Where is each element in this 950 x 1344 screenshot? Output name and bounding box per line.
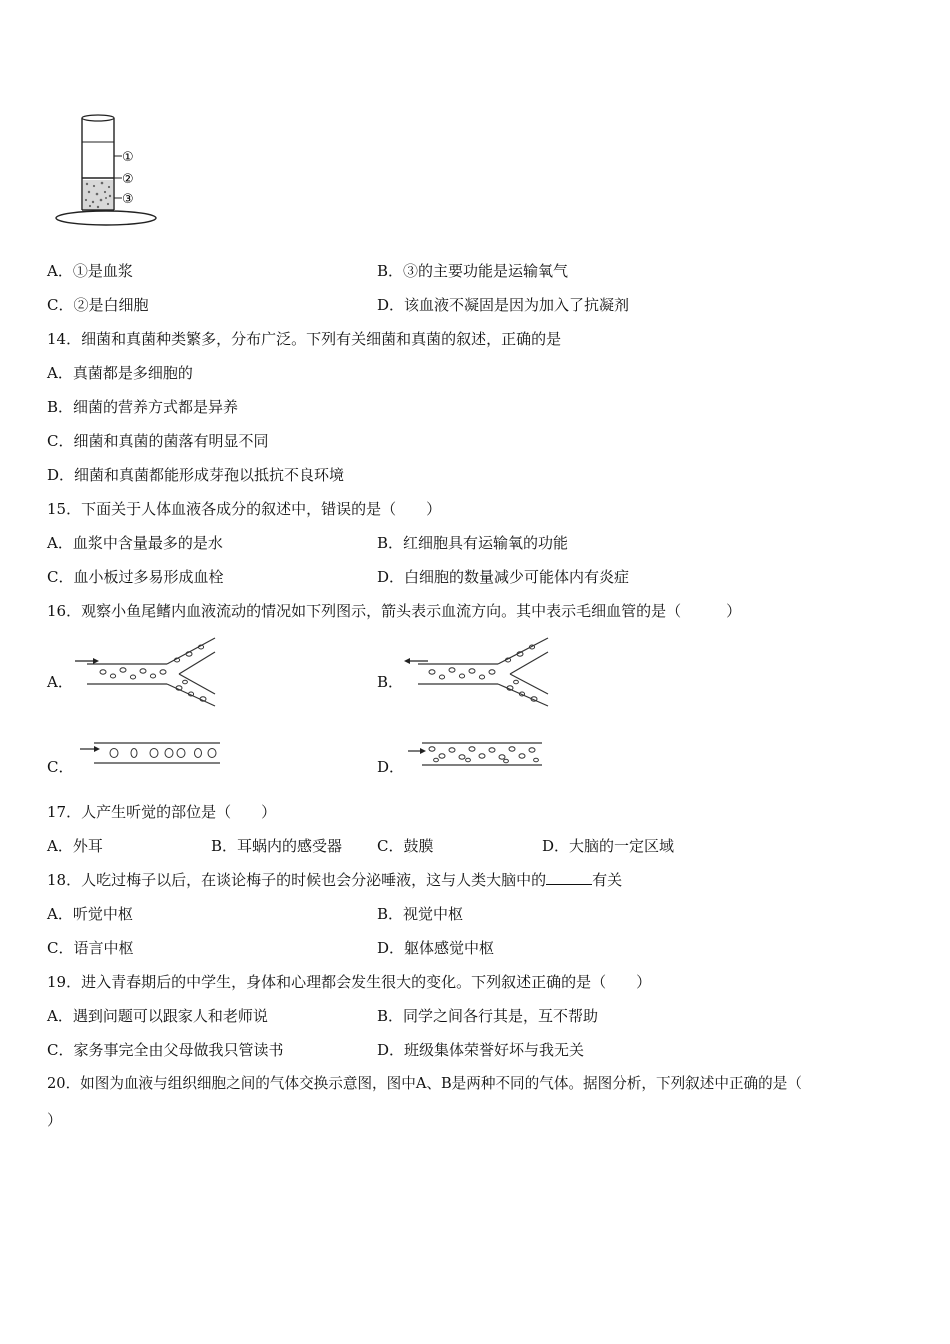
q14-option-a[interactable]: A．真菌都是多细胞的 [47,364,193,382]
q18-option-a[interactable]: A．听觉中枢 [47,905,133,923]
q13-option-c[interactable]: C．②是白细胞 [47,296,149,314]
answer-blank[interactable] [546,870,592,885]
q13-option-b[interactable]: B．③的主要功能是运输氧气 [377,262,569,280]
q19-option-b[interactable]: B．同学之间各行其是，互不帮助 [377,1007,599,1025]
q16-figure-b-converging-vessel[interactable] [402,632,552,712]
q19-stem: 19．进入青春期后的中学生，身体和心理都会发生很大的变化。下列叙述正确的是（ ） [47,973,652,991]
q16-option-b-label[interactable]: B． [377,673,404,691]
q17-option-a[interactable]: A．外耳 [47,837,103,855]
q16-figure-a-diverging-vessel[interactable] [75,632,225,712]
q19-option-a[interactable]: A．遇到问题可以跟家人和老师说 [47,1007,268,1025]
q18-stem: 18．人吃过梅子以后，在谈论梅子的时候也会分泌唾液，这与人类大脑中的 有关 [47,871,623,889]
q20-stem-line2: ） [47,1111,63,1129]
q15-option-d[interactable]: D．白细胞的数量减少可能体内有炎症 [377,568,630,586]
figure-label-3: ③ [122,192,134,207]
q17-option-b[interactable]: B．耳蜗内的感受器 [211,837,343,855]
q20-stem-line1: 20．如图为血液与组织细胞之间的气体交换示意图，图中A、B是两种不同的气体。据图分析，下列叙述中正确的是（ [47,1075,802,1092]
q15-option-b[interactable]: B．红细胞具有运输氧的功能 [377,534,569,552]
q16-figure-c-single-file-vessel[interactable] [78,738,228,768]
q15-stem: 15．下面关于人体血液各成分的叙述中，错误的是（ ） [47,500,442,518]
q15-option-a[interactable]: A．血浆中含量最多的是水 [47,534,223,552]
figure-label-2: ② [122,172,134,187]
q16-option-a-label[interactable]: A． [47,673,73,691]
q14-option-c[interactable]: C．细菌和真菌的菌落有明显不同 [47,432,269,450]
q18-option-b[interactable]: B．视觉中枢 [377,905,464,923]
q14-option-d[interactable]: D．细菌和真菌都能形成芽孢以抵抗不良环境 [47,466,345,484]
figure-label-1: ① [122,150,134,165]
q13-option-a[interactable]: A．①是血浆 [47,262,133,280]
q15-option-c[interactable]: C．血小板过多易形成血栓 [47,568,224,586]
q16-figure-d-wide-vessel[interactable] [406,738,546,770]
q18-option-d[interactable]: D．躯体感觉中枢 [377,939,495,957]
q17-option-d[interactable]: D．大脑的一定区域 [542,837,675,855]
q19-option-d[interactable]: D．班级集体荣誉好坏与我无关 [377,1041,585,1059]
q18-option-c[interactable]: C．语言中枢 [47,939,134,957]
q16-option-d-label[interactable]: D． [377,758,405,776]
q19-option-c[interactable]: C．家务事完全由父母做我只管读书 [47,1041,284,1059]
q17-stem: 17．人产生听觉的部位是（ ） [47,803,277,821]
q13-option-d[interactable]: D．该血液不凝固是因为加入了抗凝剂 [377,296,630,314]
q16-option-c-label[interactable]: C． [47,758,74,776]
q17-option-c[interactable]: C．鼓膜 [377,837,434,855]
q14-stem: 14．细菌和真菌种类繁多，分布广泛。下列有关细菌和真菌的叙述，正确的是 [47,330,562,348]
blood-test-tube-figure [50,110,170,235]
q16-stem: 16．观察小鱼尾鳍内血液流动的情况如下列图示，箭头表示血流方向。其中表示毛细血管的是（ ） [47,602,742,620]
q14-option-b[interactable]: B．细菌的营养方式都是异养 [47,398,239,416]
